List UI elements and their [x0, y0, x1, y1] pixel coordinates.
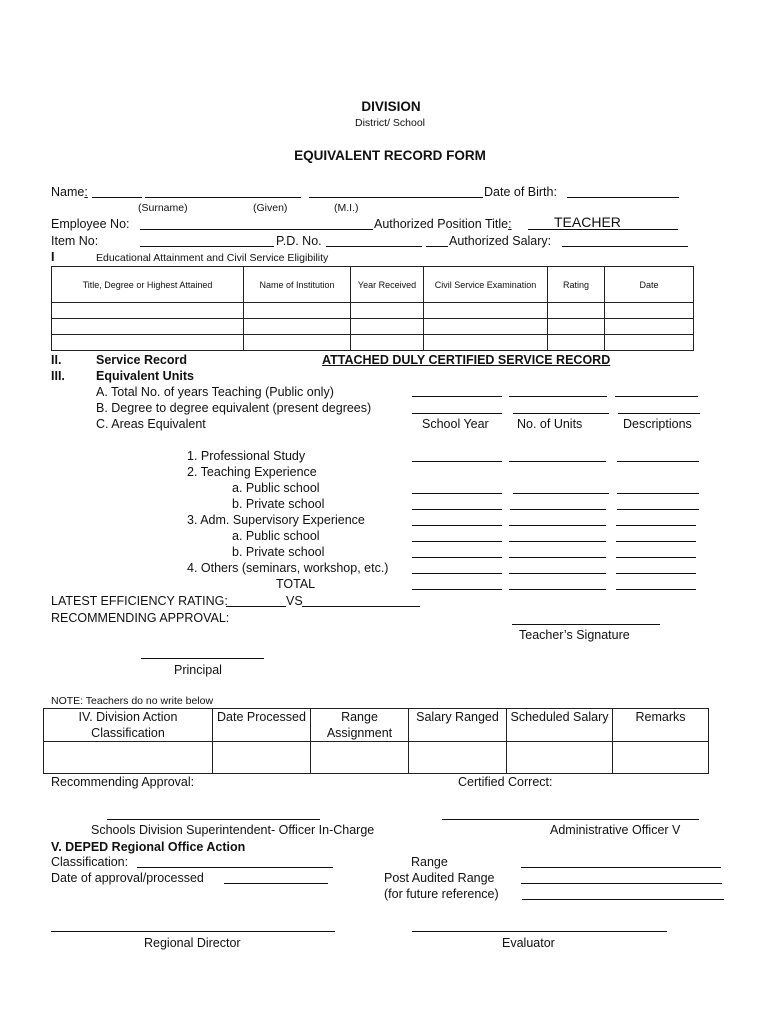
certified-correct-label: Certified Correct: [458, 775, 553, 789]
list-item: b. Private school [232, 497, 325, 511]
units-line[interactable] [509, 541, 606, 542]
teachers-note: NOTE: Teachers do no write below [51, 695, 214, 707]
range-line[interactable] [521, 867, 721, 868]
units-line[interactable] [616, 541, 696, 542]
units-line[interactable] [616, 525, 696, 526]
pd-no-line[interactable] [326, 246, 422, 247]
units-header: No. of Units [517, 417, 583, 431]
list-item: 3. Adm. Supervisory Experience [187, 513, 365, 527]
position-title-value: TEACHER [554, 214, 621, 230]
sds-label: Schools Division Superintendent- Officer In-Charge [91, 823, 375, 837]
col-remarks: Remarks [613, 709, 709, 742]
col-cs-exam: Civil Service Examination [424, 267, 548, 303]
date-approval-line[interactable] [224, 883, 328, 884]
district-school-label: District/ School [354, 117, 426, 129]
table-row[interactable] [52, 319, 694, 335]
list-item: 4. Others (seminars, workshop, etc.) [187, 561, 389, 575]
pd-no-label: P.D. No. [276, 234, 322, 248]
principal-label: Principal [174, 663, 222, 677]
surname-caption: (Surname) [138, 202, 188, 214]
school-year-header: School Year [422, 417, 489, 431]
col-title-degree: Title, Degree or Highest Attained [52, 267, 244, 303]
rating-vs: VS [286, 594, 303, 608]
given-line[interactable] [309, 197, 483, 198]
section-1-title: Educational Attainment and Civil Service Eligibility [96, 252, 329, 264]
col-date: Date [605, 267, 694, 303]
section-3-title: Equivalent Units [96, 369, 194, 383]
future-reference-label: (for future reference) [384, 887, 499, 901]
units-line[interactable] [412, 461, 502, 462]
units-line[interactable] [412, 509, 502, 510]
employee-no-line[interactable] [140, 229, 373, 230]
units-line[interactable] [509, 573, 606, 574]
table-row[interactable] [44, 742, 709, 774]
table-row[interactable] [52, 335, 694, 351]
salary-line[interactable] [562, 246, 688, 247]
surname-line[interactable] [145, 197, 301, 198]
total-label: TOTAL [276, 577, 316, 591]
a-school-year-line[interactable] [412, 396, 502, 397]
recommending-approval-2: Recommending Approval: [51, 775, 195, 789]
classification-line[interactable] [137, 867, 333, 868]
col-year-received: Year Received [351, 267, 424, 303]
future-reference-line[interactable] [522, 899, 724, 900]
teacher-signature-line[interactable] [512, 624, 660, 625]
units-line[interactable] [412, 557, 502, 558]
efficiency-rating-label: LATEST EFFICIENCY RATING: [51, 594, 228, 608]
b-school-year-line[interactable] [412, 413, 502, 414]
dob-label: Date of Birth: [484, 185, 557, 199]
a-units-line[interactable] [509, 396, 607, 397]
admin-officer-signature-line[interactable] [442, 819, 699, 820]
descriptions-header: Descriptions [623, 417, 692, 431]
division-action-table [43, 708, 709, 774]
service-record-note: ATTACHED DULY CERTIFIED SERVICE RECORD [322, 353, 611, 367]
col-range-assignment: Range Assignment [311, 709, 409, 742]
item-c-label: C. Areas Equivalent [96, 417, 206, 431]
col-date-processed: Date Processed [213, 709, 311, 742]
item-b-label: B. Degree to degree equivalent (present degrees) [96, 401, 372, 415]
col-division-classification: IV. Division Action Classification [44, 709, 213, 742]
name-label: Name: [51, 185, 88, 199]
principal-signature-line[interactable] [141, 658, 264, 659]
form-title: EQUIVALENT RECORD FORM [294, 148, 486, 163]
list-item: 1. Professional Study [187, 449, 306, 463]
section-3-number: III. [51, 369, 65, 383]
range-label: Range [411, 855, 448, 869]
rating-line-1[interactable] [226, 606, 286, 607]
col-rating: Rating [548, 267, 605, 303]
list-item: a. Public school [232, 529, 320, 543]
units-line[interactable] [616, 589, 696, 590]
section-2-number: II. [51, 353, 62, 367]
b-desc-line[interactable] [618, 413, 700, 414]
units-line[interactable] [510, 509, 606, 510]
units-line[interactable] [509, 589, 606, 590]
units-line[interactable] [617, 461, 699, 462]
units-line[interactable] [616, 557, 696, 558]
table-row[interactable] [52, 303, 694, 319]
post-audited-line[interactable] [521, 883, 722, 884]
units-line[interactable] [509, 557, 606, 558]
units-line[interactable] [616, 573, 696, 574]
division-heading: DIVISION [361, 99, 421, 114]
units-line[interactable] [412, 589, 502, 590]
date-approval-label: Date of approval/processed [51, 871, 204, 885]
name-line-1[interactable] [92, 197, 142, 198]
units-line[interactable] [617, 493, 699, 494]
regional-director-label: Regional Director [144, 936, 241, 950]
sds-signature-line[interactable] [107, 819, 320, 820]
units-line[interactable] [412, 525, 502, 526]
item-a-label: A. Total No. of years Teaching (Public only) [96, 385, 334, 399]
evaluator-label: Evaluator [502, 936, 555, 950]
item-no-label: Item No: [51, 234, 99, 248]
units-line[interactable] [412, 493, 502, 494]
teacher-signature-label: Teacher’s Signature [519, 628, 630, 642]
education-table [51, 266, 694, 351]
col-salary-ranged: Salary Ranged [409, 709, 507, 742]
item-no-line[interactable] [140, 246, 274, 247]
section-1-number: I [51, 250, 55, 264]
regional-director-line[interactable] [51, 931, 335, 932]
col-scheduled-salary: Scheduled Salary [507, 709, 613, 742]
section-5-title: V. DEPED Regional Office Action [51, 840, 246, 854]
units-line[interactable] [509, 525, 606, 526]
list-item: 2. Teaching Experience [187, 465, 317, 479]
units-line[interactable] [509, 461, 606, 462]
list-item: b. Private school [232, 545, 325, 559]
position-title-label: Authorized Position Title: [374, 217, 512, 231]
list-item: a. Public school [232, 481, 320, 495]
rating-line-2[interactable] [302, 606, 420, 607]
col-institution: Name of Institution [244, 267, 351, 303]
units-line[interactable] [513, 493, 609, 494]
pd-no-line-2[interactable] [426, 246, 448, 247]
evaluator-line[interactable] [412, 931, 667, 932]
admin-officer-label: Administrative Officer V [550, 823, 681, 837]
classification-label: Classification: [51, 855, 129, 869]
units-line[interactable] [412, 573, 502, 574]
section-2-title: Service Record [96, 353, 188, 367]
employee-no-label: Employee No: [51, 217, 130, 231]
mi-caption: (M.I.) [334, 202, 359, 214]
units-line[interactable] [617, 509, 699, 510]
dob-line[interactable] [567, 197, 679, 198]
units-line[interactable] [412, 541, 502, 542]
salary-label: Authorized Salary: [449, 234, 552, 248]
post-audited-label: Post Audited Range [384, 871, 495, 885]
given-caption: (Given) [253, 202, 288, 214]
recommending-approval-label: RECOMMENDING APPROVAL: [51, 611, 230, 625]
a-desc-line[interactable] [615, 396, 698, 397]
b-units-line[interactable] [513, 413, 609, 414]
